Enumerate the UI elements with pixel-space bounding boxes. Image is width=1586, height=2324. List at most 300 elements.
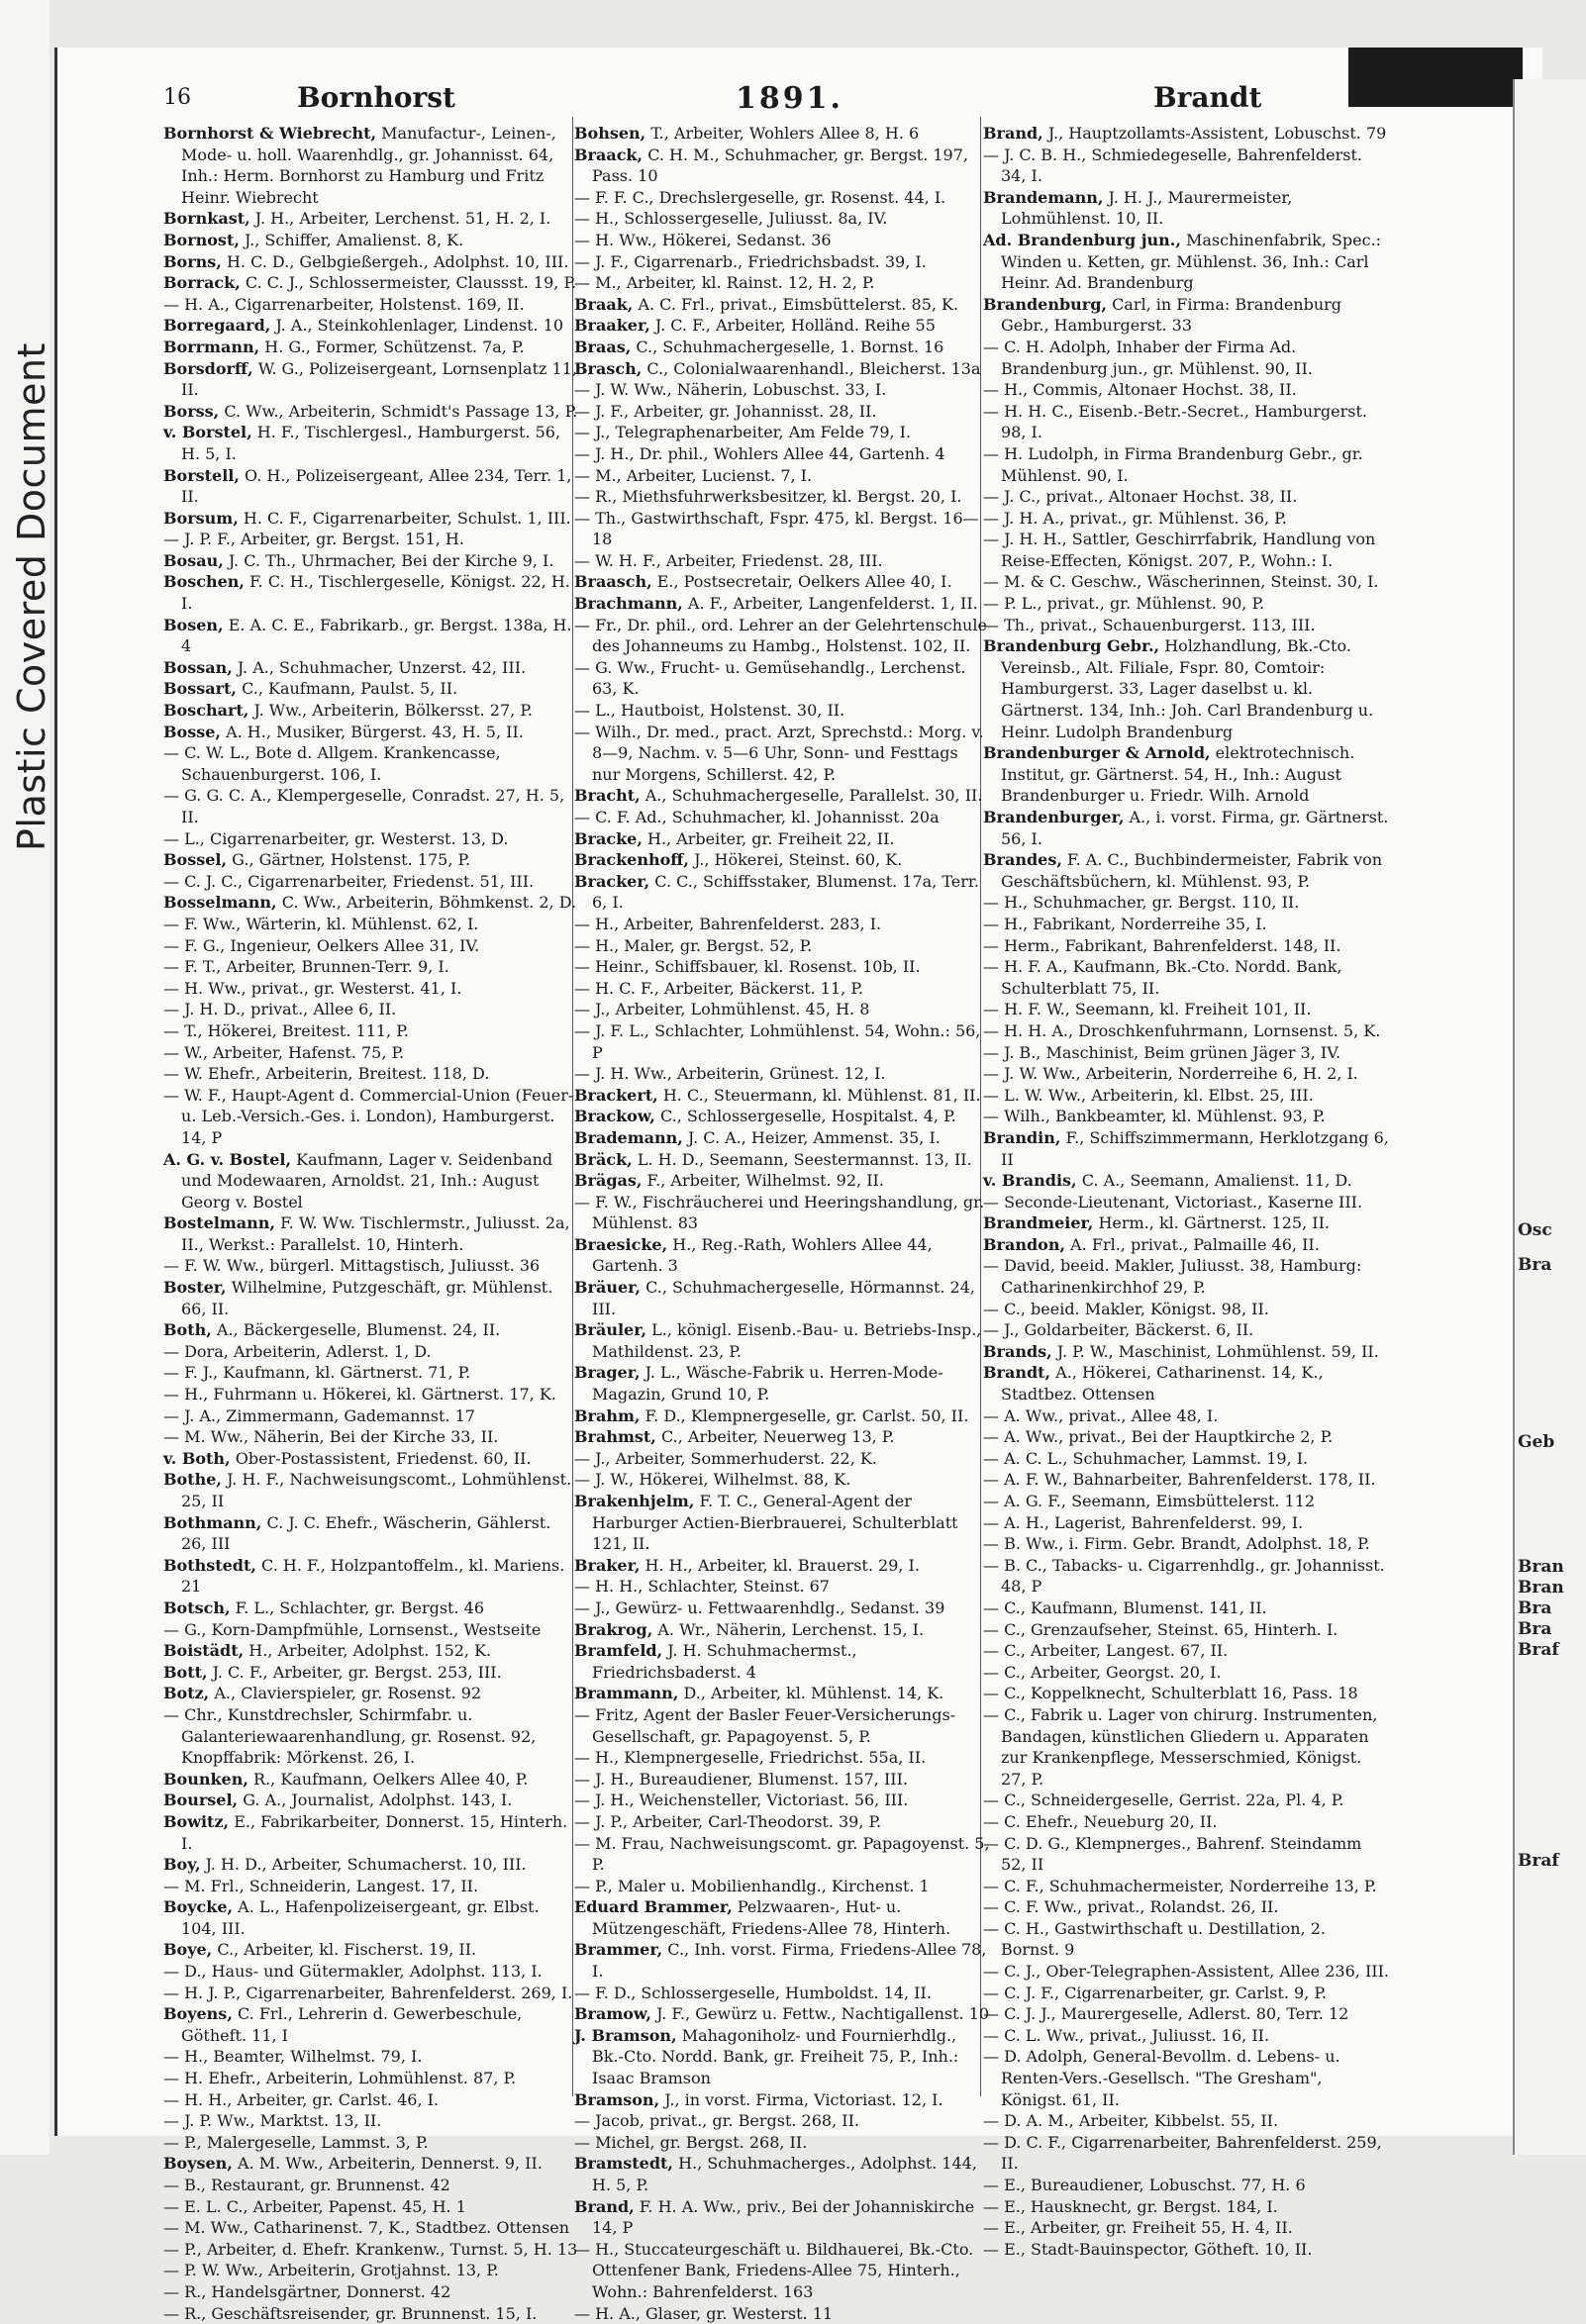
directory-entry: [983, 2196, 1389, 2218]
entry-name: Bossel,: [163, 850, 228, 870]
entry-details: — G., Korn-Dampfmühle, Lornsenst., Westseite: [163, 1619, 542, 1639]
entry-details: — C., Koppelknecht, Schulterblatt 16, Pass. 18: [983, 1684, 1358, 1703]
directory-entry: [983, 849, 1389, 892]
entry-details: J., Hökerei, Steinst. 60, K.: [694, 850, 903, 870]
entry-details: J. H., Arbeiter, Lerchenst. 51, H. 2, I.: [254, 209, 551, 229]
entry-details: H. F., Tischlergesl., Hamburgerst. 56, H. 5, I.: [181, 423, 561, 463]
entry-details: F., Arbeiter, Wilhelmst. 92, II.: [646, 1171, 884, 1191]
entry-details: Herm., kl. Gärtnerst. 125, II.: [1098, 1213, 1330, 1233]
entry-name: Braasch,: [574, 572, 652, 592]
entry-details: — J. W., Hökerei, Wilhelmst. 88, K.: [574, 1470, 851, 1490]
entry-details: — P., Arbeiter, d. Ehefr. Krankenw., Turnst. 5, H. 13: [163, 2239, 578, 2259]
directory-entry: [983, 1234, 1389, 1256]
directory-entry: [574, 251, 990, 273]
adjacent-page-fragment: Osc: [1518, 1220, 1552, 1240]
entry-details: J. Ww., Arbeiterin, Bölkersst. 27, P.: [253, 701, 533, 721]
directory-entry: [574, 807, 990, 828]
directory-entry: [574, 2153, 990, 2195]
entry-details: — G. G. C. A., Klempergeselle, Conradst. 27, H. 5, II.: [163, 786, 565, 826]
entry-details: D., Arbeiter, kl. Mühlenst. 14, K.: [683, 1684, 944, 1703]
entry-details: J. A., Schuhmacher, Unzerst. 42, III.: [237, 657, 527, 677]
entry-details: — H., Stuccateurgeschäft u. Bildhauerei, Bk.-Cto. Ottenfener Bank, Friedens-Allee 75, Hinterh., Wohn.: Bahrenfelderst. 163: [574, 2239, 974, 2301]
directory-entry: [983, 1042, 1389, 1064]
entry-details: T., Arbeiter, Wohlers Allee 8, H. 6: [650, 124, 920, 143]
entry-details: — B. C., Tabacks- u. Cigarrenhdlg., gr. Johannisst. 48, P: [983, 1555, 1385, 1597]
header-year: 1891.: [736, 81, 843, 116]
adjacent-page-fragment: Braf: [1518, 1851, 1559, 1871]
adjacent-page-edge: [1513, 79, 1586, 2155]
entry-name: Bracht,: [574, 786, 641, 806]
entry-name: Bramow,: [574, 2004, 651, 2024]
directory-entry: [983, 742, 1389, 807]
entry-details: — Chr., Kunstdrechsler, Schirmfabr. u. Galanteriewaarenhandlung, gr. Rosenst. 92, Knopffabrik: Mörkenst. 26, I.: [163, 1704, 537, 1768]
entry-details: — M. Frl., Schneiderin, Langest. 17, II.: [163, 1876, 479, 1895]
directory-entry: [983, 443, 1389, 486]
entry-details: — C. L. Ww., privat., Juliusst. 16, II.: [983, 2025, 1270, 2045]
directory-entry: [574, 1896, 990, 1939]
side-label: Plastic Covered Document: [10, 342, 53, 851]
adjacent-page-fragment: Bra: [1518, 1619, 1552, 1639]
entry-details: J. A., Steinkohlenlager, Lindenst. 10: [275, 316, 564, 336]
directory-entry: [574, 1170, 990, 1192]
entry-details: H. G., Former, Schützenst. 7a, P.: [264, 337, 525, 356]
entry-name: Braas,: [574, 337, 632, 356]
directory-entry: [163, 123, 579, 208]
directory-entry: [574, 1491, 990, 1555]
entry-details: — E., Hausknecht, gr. Bergst. 184, I.: [983, 2196, 1278, 2216]
entry-details: L. H. D., Seemann, Seestermannst. 13, II.: [637, 1149, 972, 1169]
directory-entry: [574, 2303, 990, 2324]
entry-details: F. W. Ww. Tischlermstr., Juliusst. 2a, II., Werkst.: Parallelst. 10, Hinterh.: [181, 1213, 570, 1254]
entry-details: — E. L. C., Arbeiter, Papenst. 45, H. 1: [163, 2196, 466, 2216]
directory-entry: [983, 529, 1389, 571]
directory-entry: [163, 722, 579, 743]
directory-entry: [983, 1598, 1389, 1619]
column-1: [163, 123, 579, 2323]
directory-entry: [983, 1170, 1389, 1192]
directory-entry: [163, 2175, 579, 2196]
directory-entry: [983, 1619, 1389, 1641]
entry-name: Brachmann,: [574, 594, 683, 614]
entry-details: H., Arbeiter, gr. Freiheit 22, II.: [647, 828, 895, 848]
entry-details: J. H. J., Maurermeister, Lohmühlenst. 10, II.: [1001, 187, 1293, 229]
directory-entry: [983, 123, 1389, 145]
directory-entry: [983, 2132, 1389, 2175]
directory-entry: [163, 1769, 579, 1791]
entry-details: J. C. F., Arbeiter, gr. Bergst. 253, III.: [212, 1662, 502, 1682]
entry-name: Boster,: [163, 1278, 227, 1298]
directory-entry: [983, 1811, 1389, 1833]
entry-details: — H. Ww., privat., gr. Westerst. 41, I.: [163, 978, 462, 998]
entry-name: v. Both,: [163, 1448, 231, 1468]
entry-details: A. C. Frl., privat., Eimsbüttelerst. 85, K.: [638, 294, 959, 314]
directory-entry: [163, 1426, 579, 1448]
directory-entry: [163, 615, 579, 657]
entry-details: C. C., Schiffsstaker, Blumenst. 17a, Terr. 6, I.: [592, 871, 979, 913]
adjacent-page-fragment: Braf: [1518, 1640, 1559, 1660]
entry-details: — J. H., Weichensteller, Victoriast. 56, III.: [574, 1791, 909, 1810]
directory-entry: [983, 1192, 1389, 1213]
entry-name: Bräck,: [574, 1149, 633, 1169]
entry-name: Bosen,: [163, 615, 224, 634]
entry-name: Borsdorff,: [163, 358, 253, 378]
directory-entry: [163, 1790, 579, 1811]
directory-entry: [574, 2132, 990, 2154]
directory-entry: [983, 1640, 1389, 1662]
directory-entry: [163, 1640, 579, 1662]
directory-entry: [163, 1384, 579, 1405]
entry-name: Braker,: [574, 1555, 641, 1575]
directory-entry: [983, 1255, 1389, 1298]
directory-entry: [983, 2025, 1389, 2047]
entry-details: — A. G. F., Seemann, Eimsbüttelerst. 112: [983, 1492, 1316, 1510]
directory-entry: [163, 2132, 579, 2154]
entry-details: — A. H., Lagerist, Bahrenfelderst. 99, I.: [983, 1512, 1304, 1532]
directory-entry: [163, 208, 579, 230]
scan-edge-shadow: [1348, 48, 1523, 107]
entry-details: C. Frl., Lehrerin d. Gewerbeschule, Götheft. 11, I: [181, 2004, 523, 2045]
entry-details: — J., Goldarbeiter, Bäckerst. 6, II.: [983, 1320, 1254, 1340]
entry-details: — C., Kaufmann, Blumenst. 141, II.: [983, 1598, 1267, 1617]
entry-details: — B. Ww., i. Firm. Gebr. Brandt, Adolphst. 18, P.: [983, 1534, 1370, 1554]
entry-details: — W. F., Haupt-Agent d. Commercial-Union (Feuer- u. Leb.-Versich.-Ges. i. London), Hamburgerst. 14, P: [163, 1085, 574, 1147]
directory-entry: [163, 1961, 579, 1983]
scan-margin: [0, 0, 50, 2155]
directory-entry: [983, 956, 1389, 999]
entry-name: Brackert,: [574, 1085, 658, 1105]
entry-details: — M. & C. Geschw., Wäscherinnen, Steinst. 30, I.: [983, 572, 1379, 592]
directory-entry: [983, 230, 1389, 294]
entry-details: — J. F., Cigarrenarb., Friedrichsbadst. 39, I.: [574, 251, 927, 271]
entry-details: — J. A., Zimmermann, Gademannst. 17: [163, 1405, 475, 1425]
directory-entry: [163, 1555, 579, 1598]
entry-details: F. T. C., General-Agent der Harburger Actien-Bierbrauerei, Schulterblatt 121, II.: [592, 1492, 958, 1554]
entry-details: — P. L., privat., gr. Mühlenst. 90, P.: [983, 594, 1265, 614]
entry-details: J., in vorst. Firma, Victoriast. 12, I.: [664, 2089, 943, 2109]
entry-details: — C., Schneidergeselle, Gerrist. 22a, Pl. 4, P.: [983, 1791, 1344, 1810]
directory-entry: [574, 1555, 990, 1577]
directory-entry: [983, 1405, 1389, 1427]
entry-name: Braak,: [574, 294, 634, 314]
entry-name: Brand,: [983, 124, 1043, 143]
adjacent-page-fragment: Bra: [1518, 1598, 1552, 1618]
entry-details: Kaufmann, Lager v. Seidenband und Modewaaren, Arnoldst. 21, Inh.: August Georg v. Bostel: [181, 1149, 553, 1211]
directory-entry: [983, 294, 1389, 337]
entry-details: — J. H. A., privat., gr. Mühlenst. 36, P.: [983, 508, 1287, 528]
directory-entry: [983, 187, 1389, 230]
entry-name: Bothe,: [163, 1470, 222, 1490]
entry-details: — H., Maler, gr. Bergst. 52, P.: [574, 935, 813, 955]
entry-details: — C., Fabrik u. Lager von chirurg. Instrumenten, Bandagen, künstlichen Gliedern u. Apparaten zur Krankenpflege, Messerschmied, Königst. 27, P.: [983, 1704, 1378, 1789]
directory-entry: [574, 1469, 990, 1491]
directory-entry: [163, 1319, 579, 1341]
directory-entry: [163, 251, 579, 273]
entry-details: — J., Arbeiter, Sommerhuderst. 22, K.: [574, 1448, 877, 1468]
directory-entry: [983, 1918, 1389, 1961]
entry-name: Braaker,: [574, 316, 650, 336]
directory-entry: [163, 508, 579, 530]
entry-details: A. L., Hafenpolizeisergeant, gr. Elbst. 104, III.: [181, 1897, 540, 1938]
directory-entry: [983, 2046, 1389, 2110]
entry-details: — H. Ehefr., Arbeiterin, Lohmühlenst. 87, P.: [163, 2069, 517, 2088]
entry-details: — H., Arbeiter, Bahrenfelderst. 283, I.: [574, 914, 882, 933]
adjacent-page-fragment: Bran: [1518, 1578, 1564, 1598]
entry-details: — J. B., Maschinist, Beim grünen Jäger 3, IV.: [983, 1042, 1341, 1062]
entry-details: J., Hauptzollamts-Assistent, Lobuschst. 79: [1047, 124, 1387, 143]
entry-details: — J. C., privat., Altonaer Hochst. 38, II.: [983, 487, 1298, 507]
entry-details: — J. W. Ww., Näherin, Lobuschst. 33, I.: [574, 380, 887, 400]
directory-entry: [163, 272, 579, 294]
entry-details: — C. F. Ad., Schuhmacher, kl. Johannisst. 20a: [574, 808, 940, 826]
entry-details: — F. F. C., Drechslergeselle, gr. Rosenst. 44, I.: [574, 187, 946, 207]
directory-entry: [163, 1063, 579, 1085]
entry-name: Bramfeld,: [574, 1641, 663, 1661]
directory-entry: [574, 1598, 990, 1619]
entry-details: — H. Ww., Hökerei, Sedanst. 36: [574, 230, 832, 249]
entry-details: — Th., privat., Schauenburgerst. 113, III.: [983, 615, 1316, 634]
directory-entry: [574, 956, 990, 978]
directory-entry: [163, 2196, 579, 2218]
entry-details: — Jacob, privat., gr. Bergst. 268, II.: [574, 2111, 859, 2131]
directory-entry: [574, 571, 990, 593]
directory-entry: [983, 2003, 1389, 2025]
entry-details: J. H. D., Arbeiter, Schumacherst. 10, III.: [205, 1855, 527, 1875]
directory-entry: [163, 785, 579, 827]
entry-name: Bowitz,: [163, 1811, 230, 1831]
entry-details: — C. D. G., Klempnerges., Bahrenf. Steindamm 52, II: [983, 1833, 1362, 1875]
directory-entry: [574, 208, 990, 230]
directory-entry: [983, 1063, 1389, 1085]
entry-name: Brands,: [983, 1341, 1052, 1361]
entry-details: — L., Cigarrenarbeiter, gr. Westerst. 13, D.: [163, 828, 509, 848]
entry-details: A. M. Ww., Arbeiterin, Dennerst. 9, II.: [237, 2154, 543, 2174]
directory-entry: [574, 1833, 990, 1876]
entry-details: — J. P. Ww., Marktst. 13, II.: [163, 2111, 382, 2131]
directory-entry: [574, 1063, 990, 1085]
entry-details: G. A., Journalist, Adolphst. 143, I.: [243, 1791, 513, 1810]
directory-entry: [163, 1598, 579, 1619]
entry-details: — J. H. Ww., Arbeiterin, Grünest. 12, I.: [574, 1064, 886, 1084]
entry-details: — J. C. B. H., Schmiedegeselle, Bahrenfelderst. 34, I.: [983, 145, 1362, 186]
directory-entry: [983, 1683, 1389, 1704]
entry-details: C. Ww., Arbeiterin, Schmidt's Passage 13, P.: [224, 401, 578, 421]
entry-details: — C. H. Adolph, Inhaber der Firma Ad. Brandenburg jun., gr. Mühlenst. 90, II.: [983, 337, 1313, 378]
directory-entry: [163, 1362, 579, 1384]
entry-details: — A. Ww., privat., Bei der Hauptkirche 2, P.: [983, 1427, 1334, 1447]
entry-details: — C. F. Ww., privat., Rolandst. 26, II.: [983, 1897, 1279, 1917]
directory-entry: [983, 337, 1389, 379]
directory-entry: [574, 999, 990, 1020]
entry-details: H., Schuhmacherges., Adolphst. 144, H. 5, P.: [592, 2154, 977, 2194]
directory-entry: [574, 871, 990, 914]
entry-details: C. Ww., Arbeiterin, Böhmkenst. 2, D.: [281, 893, 577, 913]
entry-name: Brägas,: [574, 1171, 643, 1191]
directory-entry: [163, 978, 579, 1000]
entry-details: — Wilh., Dr. med., pract. Arzt, Sprechstd.: Morg. v. 8—9, Nachm. v. 5—6 Uhr, Sonn- und Festtags nur Morgens, Schillerst. 42, P.: [574, 722, 984, 784]
entry-details: — Fr., Dr. phil., ord. Lehrer an der Gelehrtenschule des Johanneums zu Hambg., Holstenst. 102, II.: [574, 615, 987, 656]
entry-details: J., Schiffer, Amalienst. 8, K.: [245, 230, 464, 249]
entry-details: A. Frl., privat., Palmaille 46, II.: [1070, 1234, 1320, 1254]
entry-details: A. H., Musiker, Bürgerst. 43, H. 5, II.: [226, 722, 524, 741]
directory-entry: [574, 1790, 990, 1811]
entry-details: — C., Grenzaufseher, Steinst. 65, Hinterh. I.: [983, 1619, 1338, 1639]
directory-entry: [983, 571, 1389, 593]
directory-entry: [163, 871, 579, 893]
entry-details: — P. W. Ww., Arbeiterin, Grotjahnst. 13, P.: [163, 2261, 499, 2280]
directory-entry: [574, 358, 990, 380]
entry-name: Bracke,: [574, 828, 643, 848]
directory-entry: [574, 1448, 990, 1470]
entry-name: Boycke,: [163, 1897, 234, 1917]
entry-details: — Wilh., Bankbeamter, kl. Mühlenst. 93, P.: [983, 1107, 1326, 1126]
entry-details: Wilhelmine, Putzgeschäft, gr. Mühlenst. 66, II.: [181, 1278, 553, 1318]
directory-entry: [574, 486, 990, 508]
directory-entry: [574, 1683, 990, 1704]
directory-entry: [163, 956, 579, 978]
header-last-name: Brandt: [1153, 81, 1262, 114]
directory-entry: [163, 1683, 579, 1704]
directory-entry: [983, 1299, 1389, 1320]
entry-details: — M., Arbeiter, Lucienst. 7, I.: [574, 465, 813, 485]
directory-entry: [574, 2003, 990, 2025]
entry-name: Brandes,: [983, 850, 1062, 870]
directory-entry: [574, 2025, 990, 2089]
directory-entry: [574, 508, 990, 550]
entry-details: — J., Gewürz- u. Fettwaarenhdlg., Sedanst. 39: [574, 1598, 945, 1617]
directory-entry: [574, 443, 990, 465]
directory-entry: [983, 145, 1389, 187]
entry-details: — A. C. L., Schuhmacher, Lammst. 19, I.: [983, 1448, 1309, 1468]
entry-details: A., Clavierspieler, gr. Rosenst. 92: [214, 1684, 482, 1703]
entry-details: — J. H., Dr. phil., Wohlers Allee 44, Gartenh. 4: [574, 443, 945, 463]
directory-entry: [163, 1341, 579, 1363]
directory-entry: [163, 2239, 579, 2261]
directory-entry: [163, 828, 579, 850]
directory-entry: [163, 401, 579, 423]
entry-details: J. C. F., Arbeiter, Holländ. Reihe 55: [654, 316, 936, 336]
entry-details: A., Hökerei, Catharinenst. 14, K., Stadtbez. Ottensen: [1001, 1363, 1324, 1404]
entry-name: Brand,: [574, 2196, 635, 2216]
header-first-name: Bornhorst: [297, 81, 455, 114]
entry-name: Brammann,: [574, 1684, 679, 1703]
entry-details: — D. C. F., Cigarrenarbeiter, Bahrenfelderst. 259, II.: [983, 2132, 1382, 2174]
directory-entry: [574, 2089, 990, 2111]
directory-entry: [574, 272, 990, 294]
directory-entry: [983, 1127, 1389, 1170]
directory-entry: [163, 571, 579, 614]
directory-entry: [983, 2217, 1389, 2239]
directory-entry: [983, 1448, 1389, 1470]
directory-entry: [983, 807, 1389, 849]
entry-details: — Dora, Arbeiterin, Adlerst. 1, D.: [163, 1341, 432, 1361]
entry-name: Boursel,: [163, 1791, 239, 1810]
directory-entry: [574, 849, 990, 871]
directory-entry: [574, 379, 990, 401]
entry-details: J. H. F., Nachweisungscomt., Lohmühlenst. 25, II: [181, 1470, 572, 1510]
entry-details: — R., Handelsgärtner, Donnerst. 42: [163, 2281, 451, 2301]
entry-details: — J. F., Arbeiter, gr. Johannisst. 28, II.: [574, 401, 877, 421]
directory-entry: [983, 593, 1389, 615]
entry-name: Bosau,: [163, 550, 224, 570]
entry-name: Boye,: [163, 1940, 213, 1960]
directory-entry: [983, 1491, 1389, 1512]
entry-details: R., Kaufmann, Oelkers Allee 40, P.: [253, 1769, 529, 1789]
directory-entry: [983, 1362, 1389, 1404]
entry-details: — R., Miethsfuhrwerksbesitzer, kl. Bergst. 20, I.: [574, 487, 962, 507]
entry-details: F. D., Klempnergeselle, gr. Carlst. 50, II.: [644, 1405, 969, 1425]
directory-entry: [983, 508, 1389, 530]
entry-details: J. P. W., Maschinist, Lohmühlenst. 59, II.: [1056, 1341, 1379, 1361]
entry-name: Brasch,: [574, 358, 643, 378]
entry-name: Bosse,: [163, 722, 221, 741]
entry-details: J. F., Gewürz u. Fettw., Nachtigallenst. 10: [656, 2004, 990, 2024]
entry-name: Boy,: [163, 1855, 201, 1875]
entry-details: L., königl. Eisenb.-Bau- u. Betriebs-Insp., Mathildenst. 23, P.: [592, 1320, 982, 1361]
entry-name: Borstell,: [163, 465, 240, 485]
directory-entry: [163, 700, 579, 722]
entry-name: Bounken,: [163, 1769, 248, 1789]
directory-entry: [574, 1085, 990, 1107]
entry-details: — J. H. D., privat., Allee 6, II.: [163, 1000, 397, 1019]
entry-name: Bosselmann,: [163, 893, 277, 913]
entry-details: — A. F. W., Bahnarbeiter, Bahrenfelderst. 178, II.: [983, 1470, 1376, 1490]
entry-name: Brandmeier,: [983, 1213, 1094, 1233]
directory-entry: [574, 1640, 990, 1683]
entry-details: — E., Arbeiter, gr. Freiheit 55, H. 4, II.: [983, 2218, 1293, 2238]
entry-details: — B., Restaurant, gr. Brunnenst. 42: [163, 2176, 450, 2194]
entry-details: — F. Ww., Wärterin, kl. Mühlenst. 62, I.: [163, 914, 479, 933]
entry-details: — F. D., Schlossergeselle, Humboldst. 14, II.: [574, 1983, 932, 2002]
entry-name: J. Bramson,: [574, 2025, 677, 2045]
entry-details: — W. Ehefr., Arbeiterin, Breitest. 118, D.: [163, 1064, 490, 1084]
entry-details: — M. Frau, Nachweisungscomt. gr. Papagoyenst. 5, P.: [574, 1833, 990, 1875]
directory-entry: [574, 1127, 990, 1149]
entry-details: Ober-Postassistent, Friedenst. 60, II.: [235, 1448, 532, 1468]
entry-name: Brager,: [574, 1363, 641, 1383]
entry-name: Botz,: [163, 1684, 210, 1703]
entry-details: — C., Arbeiter, Langest. 67, II.: [983, 1641, 1229, 1661]
directory-entry: [574, 722, 990, 786]
entry-name: Brandemann,: [983, 187, 1104, 207]
entry-details: — H. H., Arbeiter, gr. Carlst. 46, I.: [163, 2089, 440, 2109]
entry-name: Bostelmann,: [163, 1213, 275, 1233]
entry-details: — C. J. J., Maurergeselle, Adlerst. 80, Terr. 12: [983, 2004, 1349, 2024]
entry-details: — P., Malergeselle, Lammst. 3, P.: [163, 2132, 429, 2152]
directory-entry: [163, 935, 579, 957]
entry-details: — H., Schlossergeselle, Juliusst. 8a, IV.: [574, 209, 888, 229]
entry-details: — G. Ww., Frucht- u. Gemüsehandlg., Lerchenst. 63, K.: [574, 657, 966, 699]
entry-details: — A. Ww., privat., Allee 48, I.: [983, 1405, 1219, 1425]
entry-name: Bräuler,: [574, 1320, 647, 1340]
entry-details: — D. A. M., Arbeiter, Kibbelst. 55, II.: [983, 2111, 1279, 2131]
entry-details: — H. A., Glaser, gr. Westerst. 11: [574, 2303, 834, 2323]
entry-name: Boschart,: [163, 701, 249, 721]
directory-entry: [983, 1961, 1389, 1983]
directory-entry: [983, 1555, 1389, 1598]
entry-name: Ad. Brandenburg jun.,: [983, 230, 1181, 249]
entry-details: F. H. A. Ww., priv., Bei der Johanniskirche 14, P: [592, 2196, 975, 2238]
column-3: [983, 123, 1389, 2259]
entry-name: Bossan,: [163, 657, 233, 677]
entry-details: — J. H., Bureaudiener, Blumenst. 157, III.: [574, 1769, 909, 1789]
entry-details: — H. F. A., Kaufmann, Bk.-Cto. Nordd. Bank, Schulterblatt 75, II.: [983, 957, 1342, 998]
directory-entry: [983, 935, 1389, 957]
entry-details: C., Arbeiter, Neuerweg 13, P.: [660, 1427, 895, 1447]
directory-entry: [163, 1512, 579, 1555]
directory-entry: [574, 2239, 990, 2303]
directory-entry: [163, 1020, 579, 1042]
directory-entry: [163, 2110, 579, 2132]
